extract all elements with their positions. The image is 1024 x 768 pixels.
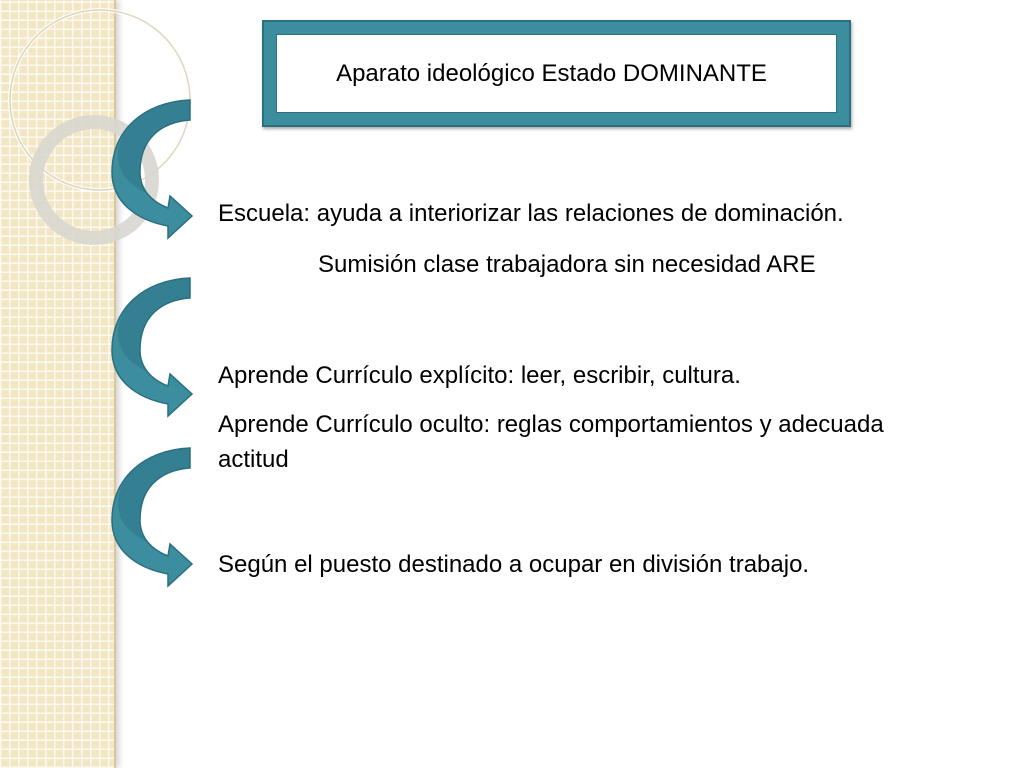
title-inner-box [276,34,837,113]
text-line-curriculo-oculto: Aprende Currículo oculto: reglas comportamientos y adecuada [218,411,884,438]
text-line-segun-puesto: Según el puesto destinado a ocupar en división trabajo. [218,551,810,578]
text-line-sumision: Sumisión clase trabajadora sin necesidad ARE [318,251,816,278]
text-line-actitud: actitud [218,446,289,473]
text-line-escuela: Escuela: ayuda a interiorizar las relaciones de dominación. [218,200,844,227]
text-line-curriculo-explicito: Aprende Currículo explícito: leer, escribir, cultura. [218,362,741,389]
curved-arrow-icon [104,446,198,588]
title-frame [262,20,851,127]
curved-arrow-icon [104,276,198,418]
curved-arrow-icon [104,98,198,240]
slide-title: Aparato ideológico Estado DOMINANTE [336,59,767,87]
